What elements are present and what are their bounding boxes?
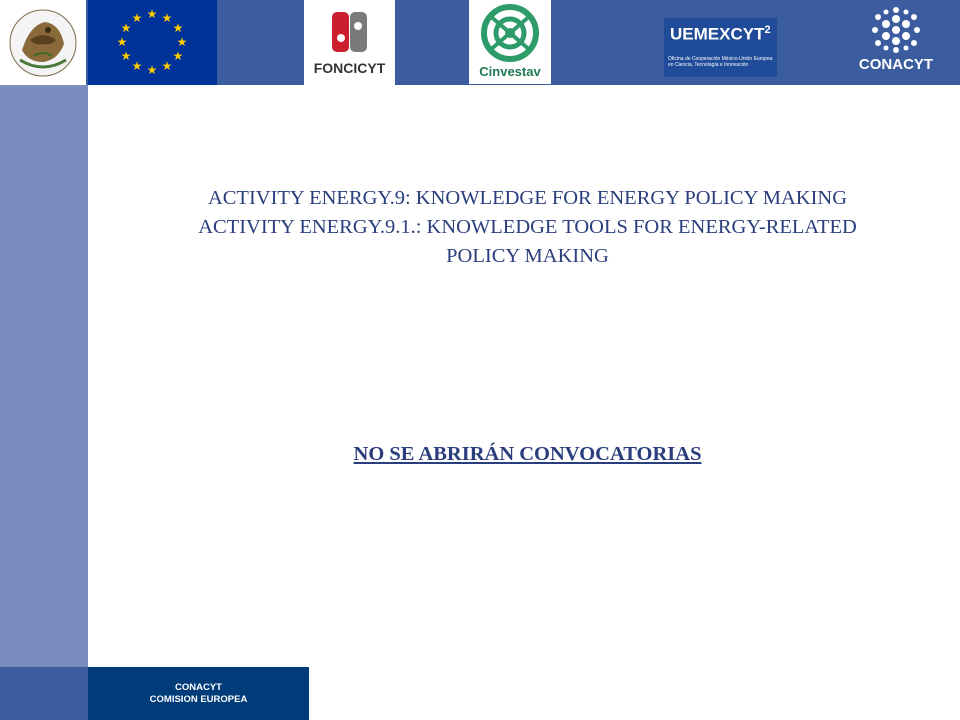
svg-text:★: ★	[161, 11, 173, 25]
svg-text:★: ★	[116, 35, 128, 49]
svg-text:★: ★	[172, 49, 184, 63]
footer-line-conacyt: CONACYT	[175, 681, 222, 693]
title-line-1: ACTIVITY ENERGY.9: KNOWLEDGE FOR ENERGY POLICY MAKING	[207, 187, 848, 209]
mexico-coat-of-arms-logo	[0, 0, 86, 85]
uemexcyt-subtitle: Oficina de Cooperación México-Unión Europea en Ciencia, Tecnología e Innovación	[668, 56, 773, 68]
conacyt-logo	[840, 0, 952, 85]
conacyt-wordmark: CONACYT	[858, 56, 934, 73]
svg-text:★: ★	[146, 7, 158, 21]
uemexcyt-superscript: 2	[764, 24, 771, 36]
footer-line-comision: COMISION EUROPEA	[149, 693, 248, 705]
svg-text:★: ★	[172, 21, 184, 35]
footer-label	[88, 667, 309, 720]
svg-text:★: ★	[120, 21, 132, 35]
eu-flag-logo	[88, 0, 217, 85]
uemexcyt-logo	[664, 18, 777, 77]
foncicyt-wordmark: FONCICYT	[313, 60, 386, 76]
svg-text:★: ★	[120, 49, 132, 63]
cinvestav-wordmark: Cinvestav	[479, 64, 541, 79]
title-line-3: POLICY MAKING	[446, 245, 609, 267]
left-sidebar-bar	[0, 85, 88, 667]
footer-left-block	[0, 667, 88, 720]
svg-text:★: ★	[131, 59, 143, 73]
slide-title	[120, 184, 935, 271]
cinvestav-logo	[469, 0, 551, 84]
svg-text:★: ★	[131, 11, 143, 25]
foncicyt-logo	[304, 0, 395, 85]
svg-text:★: ★	[146, 63, 158, 77]
uemexcyt-wordmark: UEMEXCYT	[670, 24, 765, 44]
svg-text:★: ★	[161, 59, 173, 73]
title-line-2: ACTIVITY ENERGY.9.1.: KNOWLEDGE TOOLS FOR ENERGY-RELATED	[198, 216, 857, 238]
no-calls-notice: NO SE ABRIRÁN CONVOCATORIAS	[353, 443, 702, 465]
svg-text:★: ★	[176, 35, 188, 49]
